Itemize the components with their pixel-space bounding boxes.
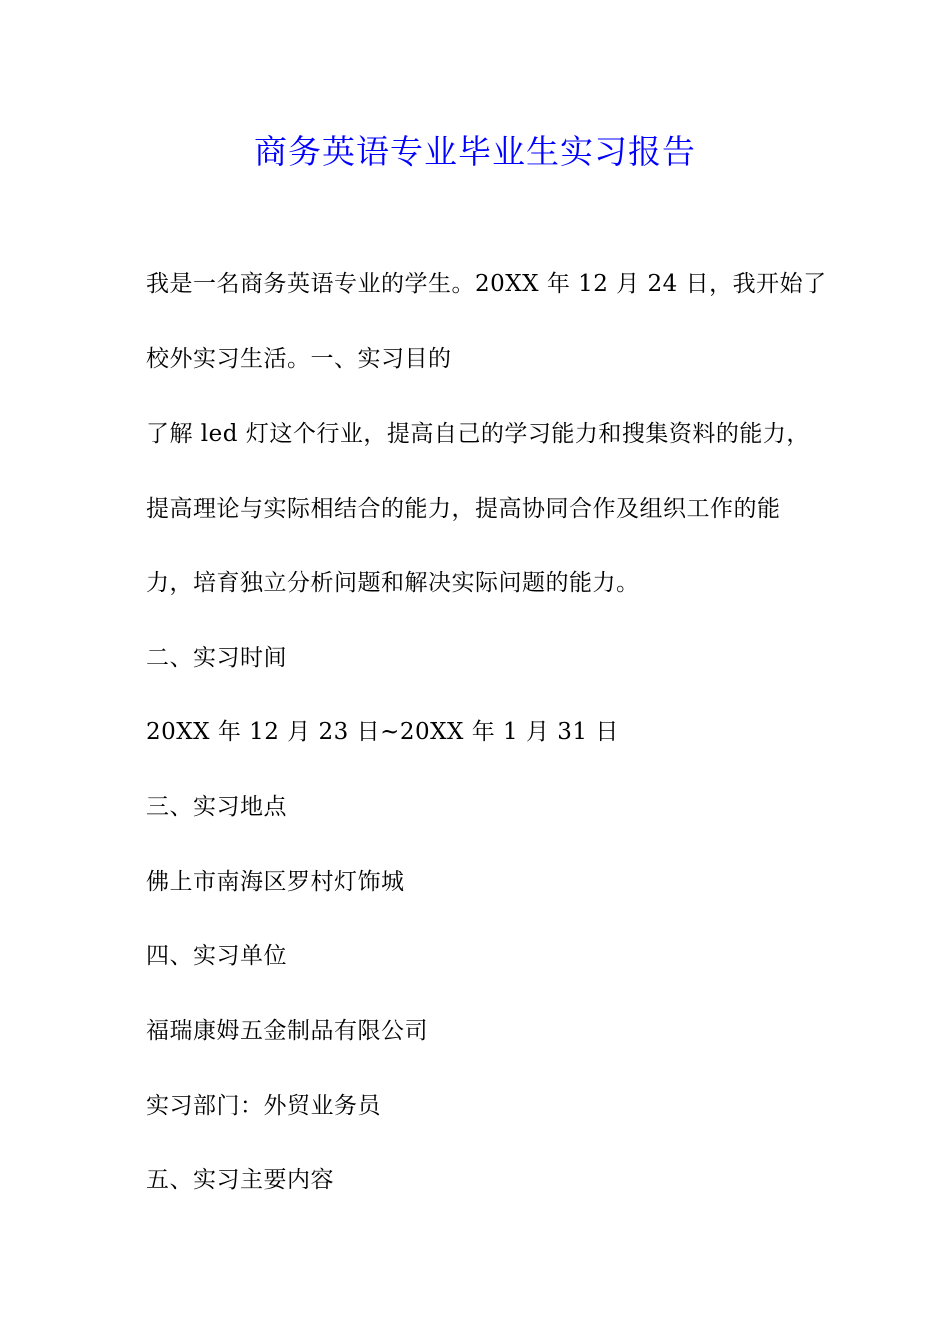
internship-dates: 20XX 年 12 月 23 日~20XX 年 1 月 31 日 — [146, 719, 619, 745]
section-heading-content: 五、实习主要内容 — [146, 1167, 334, 1193]
internship-location: 佛上市南海区罗村灯饰城 — [146, 869, 405, 895]
section-heading-location: 三、实习地点 — [146, 794, 287, 820]
body-line-5: 力，培育独立分析问题和解决实际问题的能力。 — [146, 570, 640, 596]
section-heading-time: 二、实习时间 — [146, 645, 287, 671]
internship-company: 福瑞康姆五金制品有限公司 — [146, 1018, 428, 1044]
document-title: 商务英语专业毕业生实习报告 — [254, 132, 696, 171]
internship-department: 实习部门：外贸业务员 — [146, 1093, 381, 1119]
body-line-1: 我是一名商务英语专业的学生。20XX 年 12 月 24 日，我开始了 — [146, 271, 827, 297]
body-line-3: 了解 led 灯这个行业，提高自己的学习能力和搜集资料的能力， — [146, 421, 810, 447]
section-heading-unit: 四、实习单位 — [146, 943, 287, 969]
body-line-4: 提高理论与实际相结合的能力，提高协同合作及组织工作的能 — [146, 496, 781, 522]
body-line-2: 校外实习生活。一、实习目的 — [146, 346, 452, 372]
